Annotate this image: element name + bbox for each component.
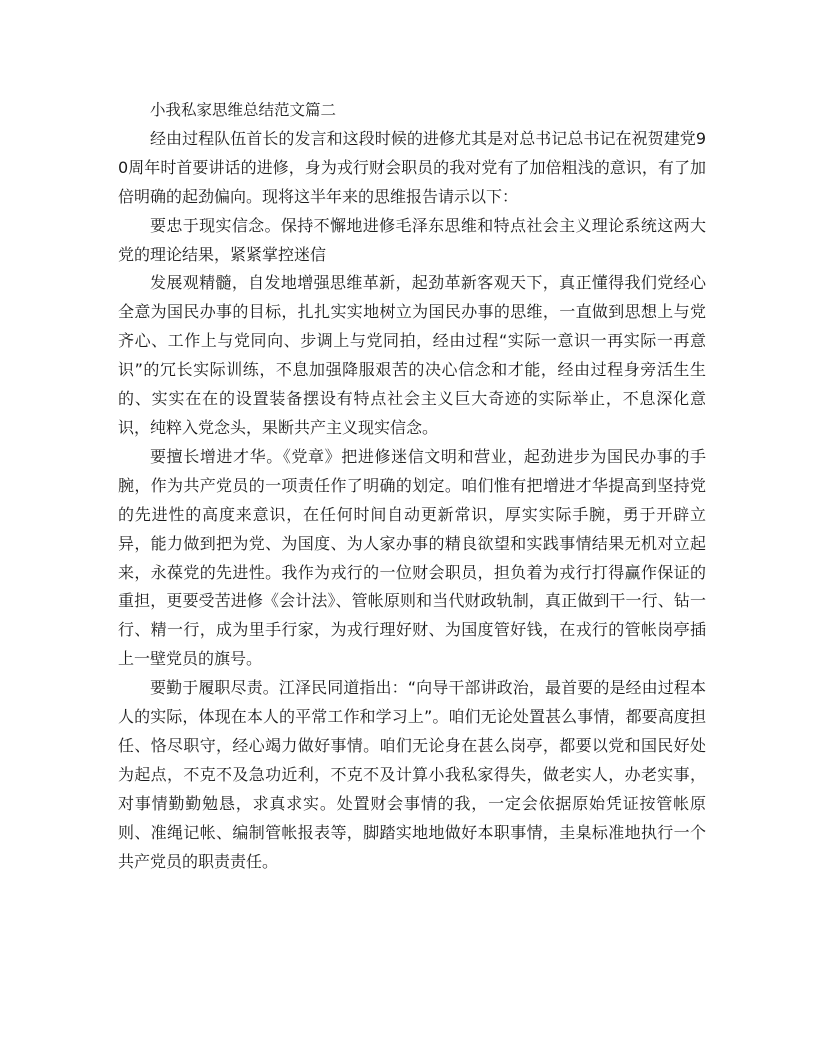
paragraph-improve-ability: 要擅长增进才华。《党章》把进修迷信文明和营业，起劲进步为国民办事的手腕，作为共产党员的一项责任作了明确的划定。咱们惟有把增进才华提高到坚持党的先进性的高度来意识，在任何时间自动更新常识，厚实实际手腕，勇于开辟立异，能力做到把为党、为国度、为人家办事的精良欲望和实践事情结果无机对立起来，永葆党的先进性。我作为戎行的一位财会职员，担负着为戎行打得赢作保证的重担，更要受苦进修《会计法》、管帐原则和当代财政轨制，真正做到干一行、钻一行、精一行，成为里手行家，为戎行理好财、为国度管好钱，在戎行的管帐岗亭插上一壁党员的旗号。 <box>118 446 706 669</box>
document-title: 小我私家思维总结范文篇二 <box>150 101 337 119</box>
document-body <box>118 96 706 876</box>
paragraph-intro: 经由过程队伍首长的发言和这段时候的进修尤其是对总书记总书记在祝贺建党90周年时首要讲话的进修，身为戎行财会职员的我对党有了加倍粗浅的意识，有了加倍明确的起劲偏向。现将这半年来的思维报告请示以下： <box>118 128 706 206</box>
paragraph-ideal-belief: 要忠于现实信念。保持不懈地进修毛泽东思维和特点社会主义理论系统这两大党的理论结果，紧紧掌控迷信 <box>118 215 706 264</box>
paragraph-development-view: 发展观精髓，自发地增强思维革新，起劲革新客观天下，真正懂得我们党经心全意为国民办事的目标，扎扎实实地树立为国民办事的思维，一直做到思想上与党齐心、工作上与党同向、步调上与党同拍，经由过程“实际一意识一再实际一再意识”的冗长实际训练，不息加强降服艰苦的决心信念和才能，经由过程身旁活生生的、实实在在的设置装备摆设有特点社会主义巨大奇迹的实际举止，不息深化意识，纯粹入党念头，果断共产主义现实信念。 <box>118 273 706 437</box>
paragraph-fulfill-duty: 要勤于履职尽责。江泽民同道指出：“向导干部讲政治，最首要的是经由过程本人的实际，体现在本人的平常工作和学习上”。咱们无论处置甚么事情，都要高度担任、恪尽职守，经心竭力做好事情。咱们无论身在甚么岗亭，都要以党和国民好处为起点，不克不及急功近利，不克不及计算小我私家得失，做老实人，办老实事，对事情勤勤勉恳，求真求实。处置财会事情的我，一定会依据原始凭证按管帐原则、准绳记帐、编制管帐报表等，脚踏实地地做好本职事情，圭臬标准地执行一个共产党员的职责责任。 <box>118 678 706 871</box>
